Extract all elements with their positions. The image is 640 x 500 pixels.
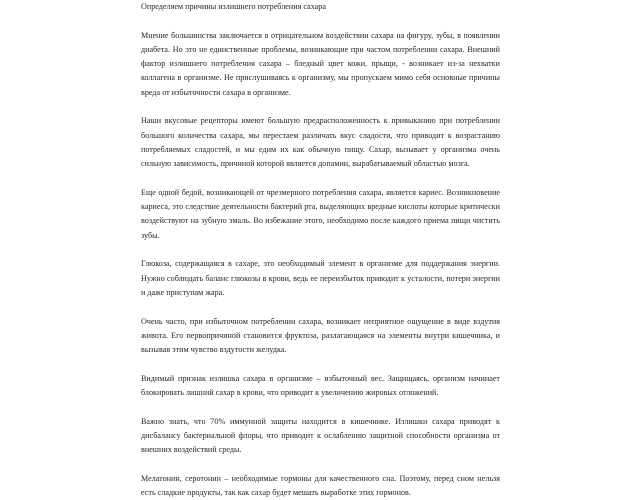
paragraph-intro: Мнение большинства заключается в отрицательном воздействии сахара на фигуру, зубы, в появлении диабета. Но это не единственные проблемы, возникающие при частом потреблении сахара. Внешний фактор излишнего потребления сахара – бледный цвет кожи, прыщи, - возникает из-за нехватки коллагена в организме. Не прислушиваясь к организму, мы пропускаем мимо себя основные причины вреда от избыточности сахара в организме.	[141, 30, 500, 97]
paragraph-glucose: Глюкоза, содержащаяся в сахаре, это необходимый элемент в организме для поддержания энергии. Нужно соблюдать баланс глюкозы в крови, ведь ее переизбыток приводит к усталости, потери энергии и даже приступам жара.	[141, 259, 500, 297]
paragraph-taste-receptors: Наши вкусовые рецепторы имеют большую предрасположенность к привыканию при потреблении большого количества сахара, мы перестаем различать вкус сладости, что приводит к возрастанию потребляемых сладостей, и мы едим их как обычную пищу. Сахар, вызывает у организма очень сильную зависимость, причиной которой является допамин, вырабатываемый областью мозга.	[141, 116, 500, 169]
page-title: Определяем причины излишнего потребления сахара	[141, 2, 326, 11]
paragraph-bloating: Очень часто, при избыточном потреблении сахара, возникает неприятное ощущение в виде вздутия живота. Его первопричиной становится фруктоза, разлагающаяся на элементы внутри кишечника, и вызывая этим чувство вздутости желудка.	[141, 316, 500, 355]
paragraph-spacer	[141, 172, 500, 186]
paragraph-immunity: Важно знать, что 70% иммунной защиты находится в кишечнике. Излишки сахара приводят к дисбалансу бактериальной флоры, что приводит к ослаблению защитной способности организма от внешних воздействий среды.	[141, 416, 500, 455]
document-text-column	[141, 0, 500, 500]
paragraph-weight: Видимый признак излишка сахара в организме – избыточный вес. Защищаясь, организм начинает блокировать лишний сахар в крови, что приводит к увеличению жировых отложений.	[141, 373, 500, 398]
paragraph-spacer	[141, 458, 500, 472]
title-spacer	[141, 14, 500, 28]
paragraph-spacer	[141, 400, 500, 414]
paragraph-spacer	[141, 100, 500, 114]
paragraph-spacer	[141, 357, 500, 371]
paragraph-spacer	[141, 243, 500, 257]
paragraph-melatonin: Мелатонин, серотонин – необходимые гормоны для качественного сна. Поэтому, перед сном нельзя есть сладкие продукты, так как сахар будет мешать выработке этих гормонов.	[141, 473, 500, 498]
paragraph-spacer	[141, 300, 500, 314]
paragraph-caries: Еще одной бедой, возникающей от чрезмерного потребления сахара, является кариес. Возникновение кариеса, это следствие деятельности бактерий рта, выделяющих вредные кислоты которые критически воздействуют на зубную эмаль. Во избежание этого, необходимо после каждого приема пищи чистить зубы.	[141, 187, 500, 240]
